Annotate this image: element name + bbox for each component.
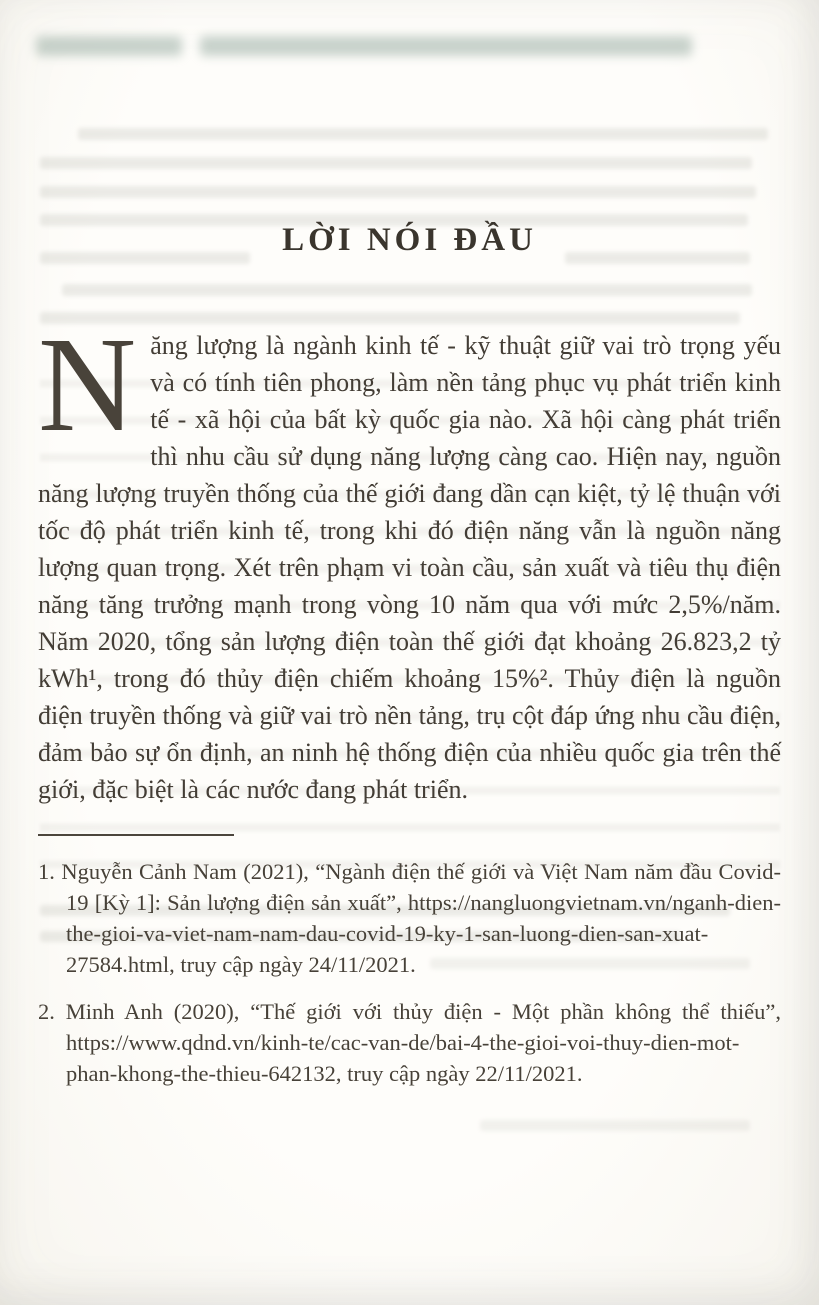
bleed-through-line xyxy=(480,1120,750,1131)
page-title: LỜI NÓI ĐẦU xyxy=(282,222,537,258)
bleed-through-line xyxy=(62,284,752,296)
footnote-number: 2. xyxy=(38,999,55,1024)
footnote-separator xyxy=(38,834,234,836)
footnote-2 xyxy=(38,996,781,1089)
footnote-1 xyxy=(38,856,781,980)
preface-paragraph xyxy=(38,310,781,808)
bleed-through-line xyxy=(40,312,740,324)
footnotes-section xyxy=(38,856,781,1089)
footnote-text: Nguyễn Cảnh Nam (2021), “Ngành điện thế giới và Việt Nam năm đầu Covid-19 [Kỳ 1]: Sản lượng điện sản xuất”, https://nangluongvietnam.vn/nganh-dien-the-gioi-va-viet-nam-nam-dau-covid-19-ky-1-san-luong-dien-san-xuat-27584.html, truy cập ngày 24/11/2021. xyxy=(61,859,781,977)
footnote-text: Minh Anh (2020), “Thế giới với thủy điện - Một phần không thể thiếu”, https://www.qdnd.vn/kinh-te/cac-van-de/bai-4-the-gioi-voi-thuy-dien-mot-phan-khong-the-thieu-642132, truy cập ngày 22/11/2021. xyxy=(65,999,781,1086)
drop-cap: N xyxy=(38,310,137,460)
footnote-number: 1. xyxy=(38,859,55,884)
paragraph-text: ăng lượng là ngành kinh tế - kỹ thuật giữ vai trò trọng yếu và có tính tiên phong, làm nền tảng phục vụ phát triển kinh tế - xã hội của bất kỳ quốc gia nào. Xã hội càng phát triển thì nhu cầu sử dụng năng lượng càng cao. Hiện nay, nguồn năng lượng truyền thống của thế giới đang dần cạn kiệt, tỷ lệ thuận với tốc độ phát triển kinh tế, trong khi đó điện năng vẫn là nguồn năng lượng quan trọng. Xét trên phạm vi toàn cầu, sản xuất và tiêu thụ điện năng tăng trưởng mạnh trong vòng 10 năm qua với mức 2,5%/năm. Năm 2020, tổng sản lượng điện toàn thế giới đạt khoảng 26.823,2 tỷ kWh¹, trong đó thủy điện chiếm khoảng 15%². Thủy điện là nguồn điện truyền thống và giữ vai trò nền tảng, trụ cột đáp ứng nhu cầu điện, đảm bảo sự ổn định, an ninh hệ thống điện của nhiều quốc gia trên thế giới, đặc biệt là các nước đang phát triển. xyxy=(38,331,781,804)
